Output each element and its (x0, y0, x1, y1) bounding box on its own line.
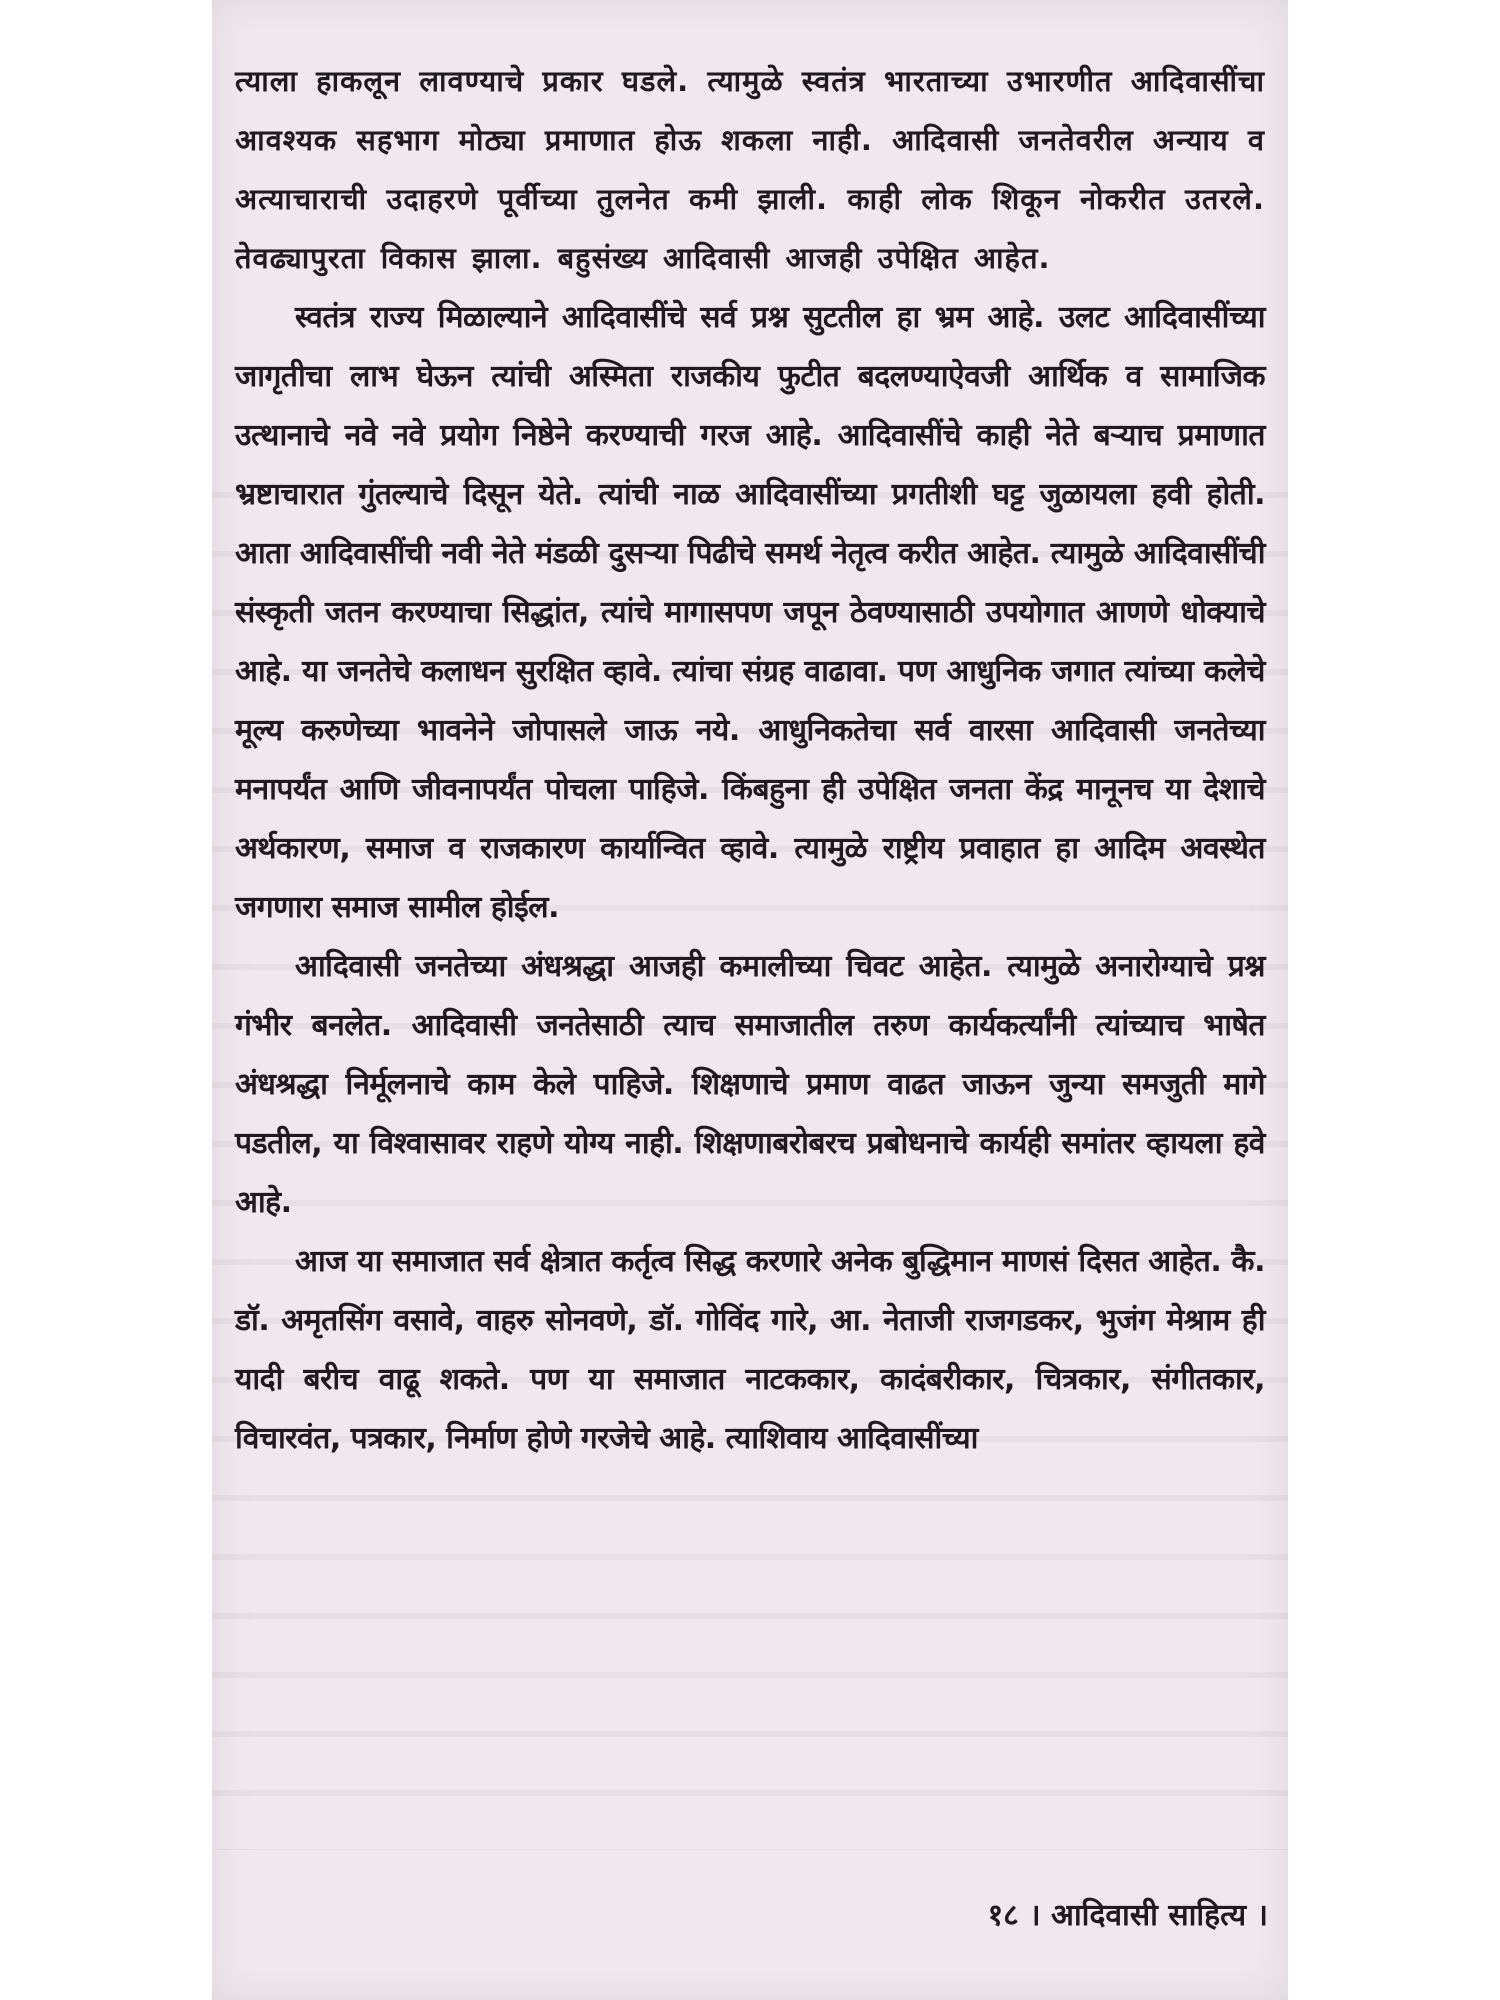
paragraph-2: स्वतंत्र राज्य मिळाल्याने आदिवासींचे सर्व प्रश्न सुटतील हा भ्रम आहे. उलट आदिवासींच्या जागृतीचा लाभ घेऊन त्यांची अस्मिता राजकीय फुटीत बदलण्याऐवजी आर्थिक व सामाजिक उत्थानाचे नवे नवे प्रयोग निष्ठेने करण्याची गरज आहे. आदिवासींचे काही नेते बऱ्याच प्रमाणात भ्रष्टाचारात गुंतल्याचे दिसून येते. त्यांची नाळ आदिवासींच्या प्रगतीशी घट्ट जुळायला हवी होती. आता आदिवासींची नवी नेते मंडळी दुसऱ्या पिढीचे समर्थ नेतृत्व करीत आहेत. त्यामुळे आदिवासींची संस्कृती जतन करण्याचा सिद्धांत, त्यांचे मागासपण जपून ठेवण्यासाठी उपयोगात आणणे धोक्याचे आहे. या जनतेचे कलाधन सुरक्षित व्हावे. त्यांचा संग्रह वाढावा. पण आधुनिक जगात त्यांच्या कलेचे मूल्य करुणेच्या भावनेने जोपासले जाऊ नये. आधुनिकतेचा सर्व वारसा आदिवासी जनतेच्या मनापर्यंत आणि जीवनापर्यंत पोचला पाहिजे. किंबहुना ही उपेक्षित जनता केंद्र मानूनच या देशाचे अर्थकारण, समाज व राजकारण कार्यान्वित व्हावे. त्यामुळे राष्ट्रीय प्रवाहात हा आदिम अवस्थेत जगणारा समाज सामील होईल. (235, 300, 1265, 925)
paragraph-1: त्याला हाकलून लावण्याचे प्रकार घडले. त्यामुळे स्वतंत्र भारताच्या उभारणीत आदिवासींचा आवश्यक सहभाग मोठ्या प्रमाणात होऊ शकला नाही. आदिवासी जनतेवरील अन्याय व अत्याचाराची उदाहरणे पूर्वीच्या तुलनेत कमी झाली. काही लोक शिकून नोकरीत उतरले. तेवढ्यापुरता विकास झाला. बहुसंख्य आदिवासी आजही उपेक्षित आहेत. (235, 64, 1265, 275)
page-footer: १८ । आदिवासी साहित्य । (987, 1898, 1268, 1933)
body-text (235, 52, 1265, 1468)
paragraph-4: आज या समाजात सर्व क्षेत्रात कर्तृत्व सिद्ध करणारे अनेक बुद्धिमान माणसं दिसत आहेत. कै. डॉ. अमृतसिंग वसावे, वाहरु सोनवणे, डॉ. गोविंद गारे, आ. नेताजी राजगडकर, भुजंग मेश्राम ही यादी बरीच वाढू शकते. पण या समाजात नाटककार, कादंबरीकार, चित्रकार, संगीतकार, विचारवंत, पत्रकार, निर्माण होणे गरजेचे आहे. त्याशिवाय आदिवासींच्या (235, 1244, 1265, 1456)
paragraph-3: आदिवासी जनतेच्या अंधश्रद्धा आजही कमालीच्या चिवट आहेत. त्यामुळे अनारोग्याचे प्रश्न गंभीर बनलेत. आदिवासी जनतेसाठी त्याच समाजातील तरुण कार्यकर्त्यांनी त्यांच्याच भाषेत अंधश्रद्धा निर्मूलनाचे काम केले पाहिजे. शिक्षणाचे प्रमाण वाढत जाऊन जुन्या समजुती मागे पडतील, या विश्वासावर राहणे योग्य नाही. शिक्षणाबरोबरच प्रबोधनाचे कार्यही समांतर व्हायला हवे आहे. (235, 949, 1265, 1220)
book-page (212, 0, 1288, 2000)
